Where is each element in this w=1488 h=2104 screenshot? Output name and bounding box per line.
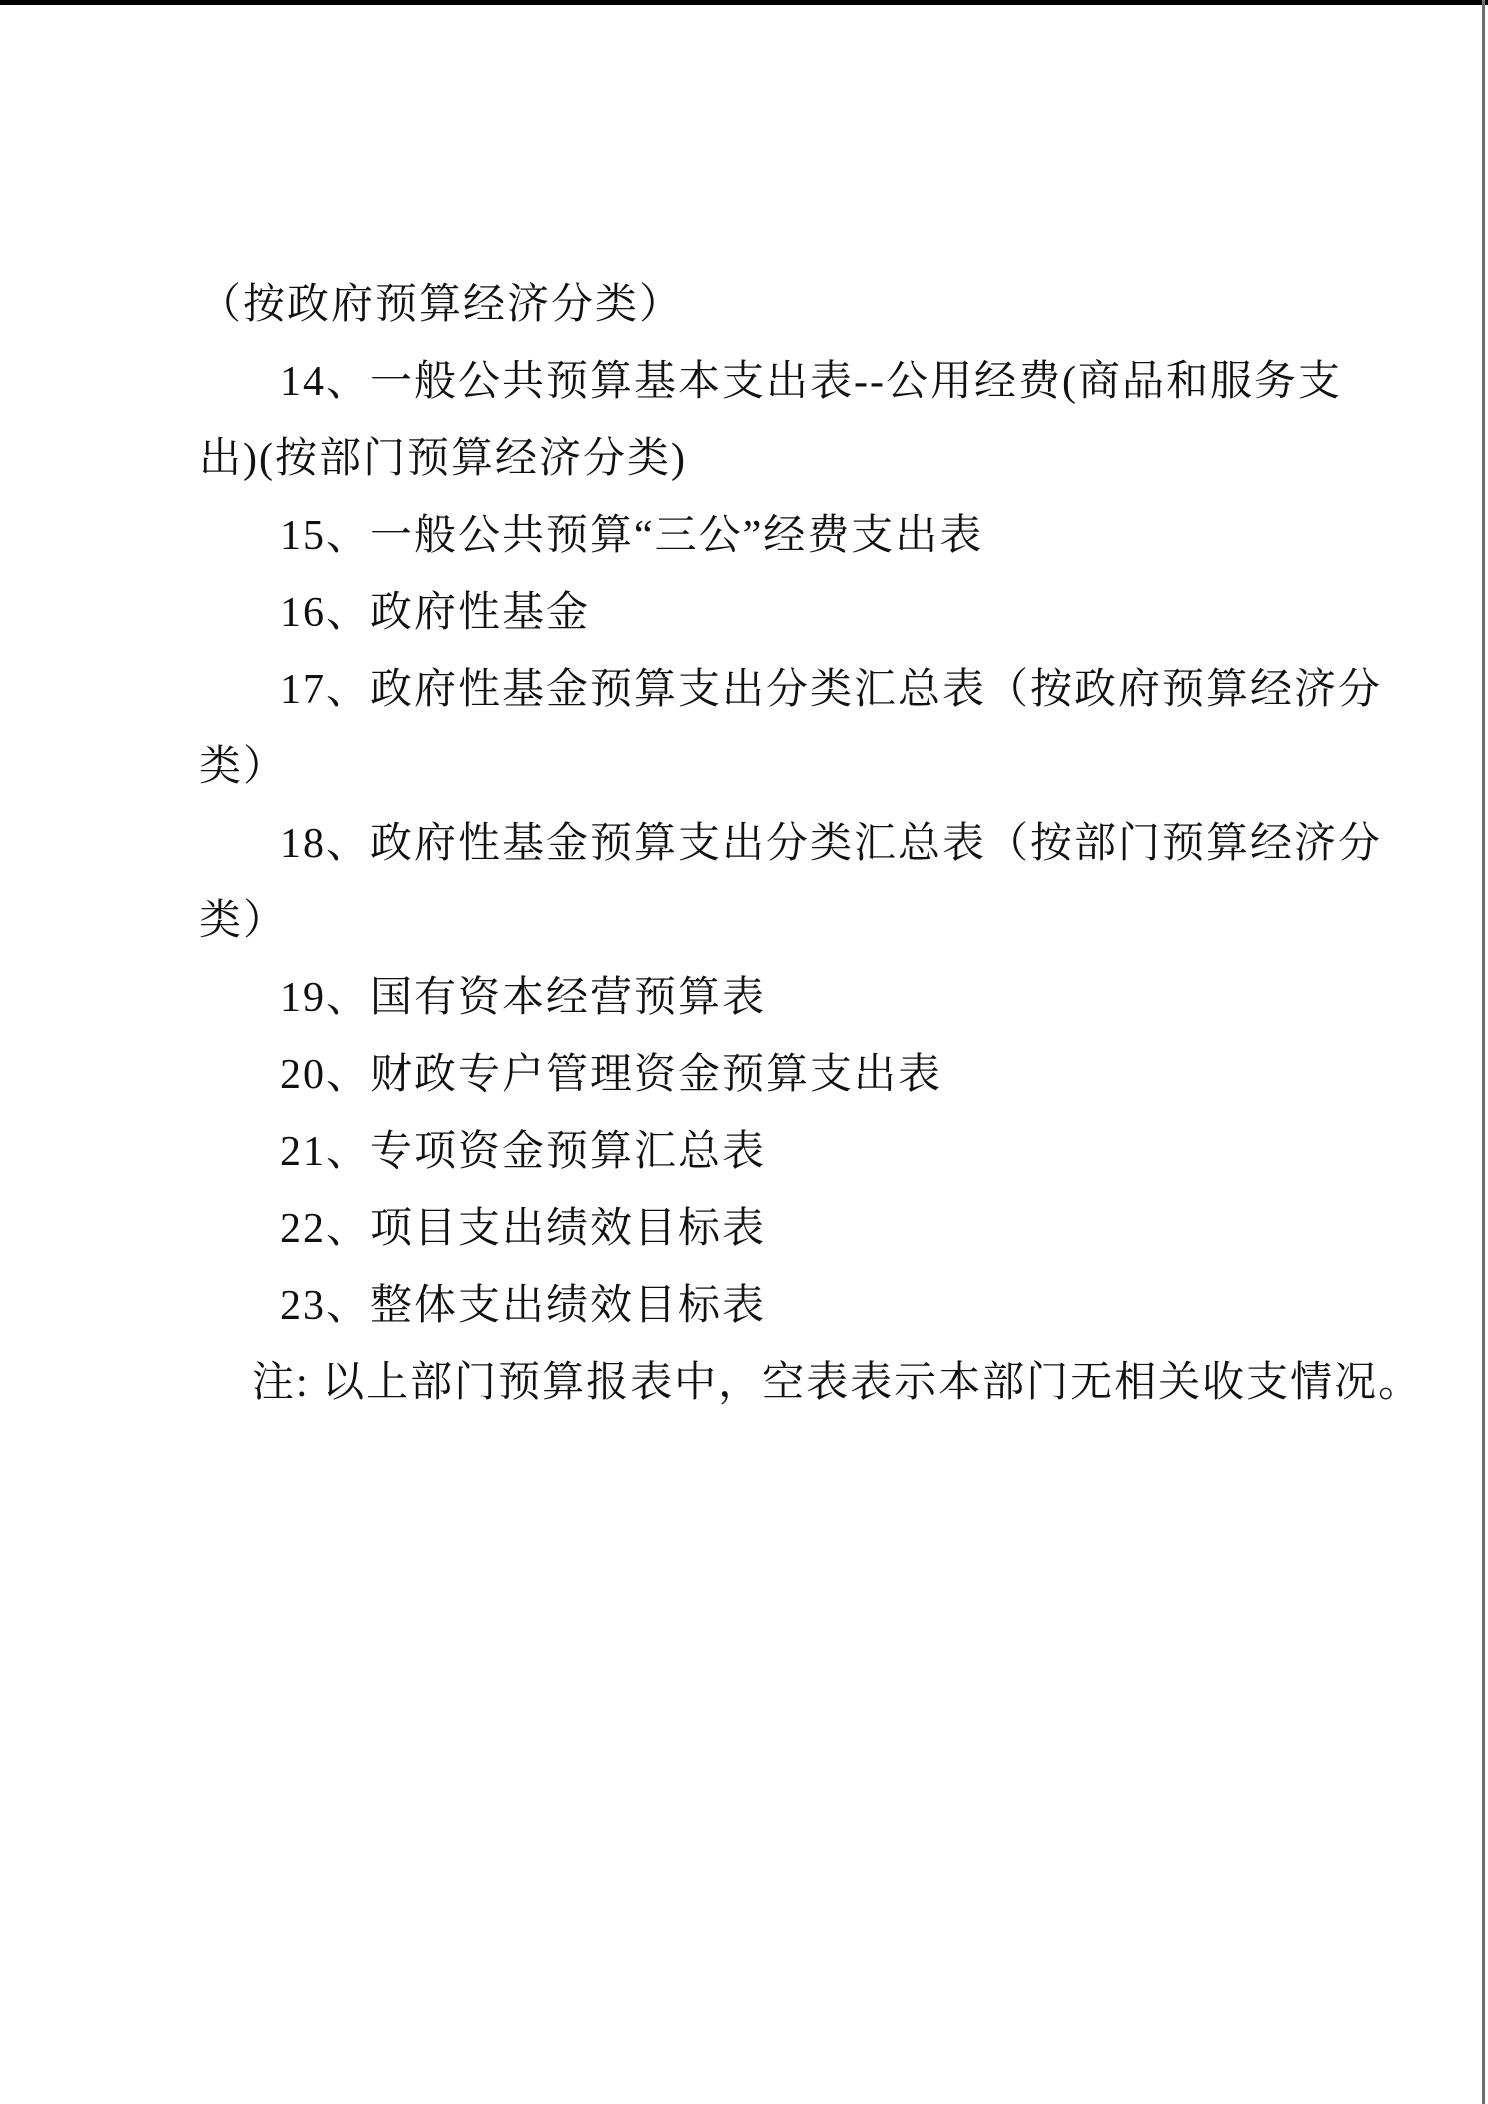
doc-line-item-16: 16、政府性基金	[280, 590, 591, 636]
doc-line-item-18-continuation: 类）	[199, 898, 288, 944]
doc-line-item-15: 15、一般公共预算“三公”经费支出表	[280, 513, 984, 559]
doc-line-item-14-continuation: 出)(按部门预算经济分类)	[199, 436, 687, 482]
document-body	[199, 267, 1423, 1422]
page-right-border	[1482, 0, 1485, 2104]
doc-line-item-22: 22、项目支出绩效目标表	[280, 1206, 767, 1252]
doc-line-item-21: 21、专项资金预算汇总表	[280, 1129, 767, 1175]
doc-line-item-17: 17、政府性基金预算支出分类汇总表（按政府预算经济分	[280, 667, 1383, 713]
doc-line-item-20: 20、财政专户管理资金预算支出表	[280, 1052, 943, 1098]
doc-line-item-18: 18、政府性基金预算支出分类汇总表（按部门预算经济分	[280, 821, 1383, 867]
doc-line-footnote: 注: 以上部门预算报表中，空表表示本部门无相关收支情况。	[252, 1360, 1423, 1406]
doc-line-item-19: 19、国有资本经营预算表	[280, 975, 767, 1021]
doc-line-item-17-continuation: 类）	[199, 744, 288, 790]
page-top-border	[0, 0, 1488, 5]
doc-line-item-23: 23、整体支出绩效目标表	[280, 1283, 767, 1329]
doc-line-classification-note: （按政府预算经济分类）	[199, 282, 684, 328]
doc-line-item-14: 14、一般公共预算基本支出表--公用经费(商品和服务支	[280, 359, 1342, 405]
